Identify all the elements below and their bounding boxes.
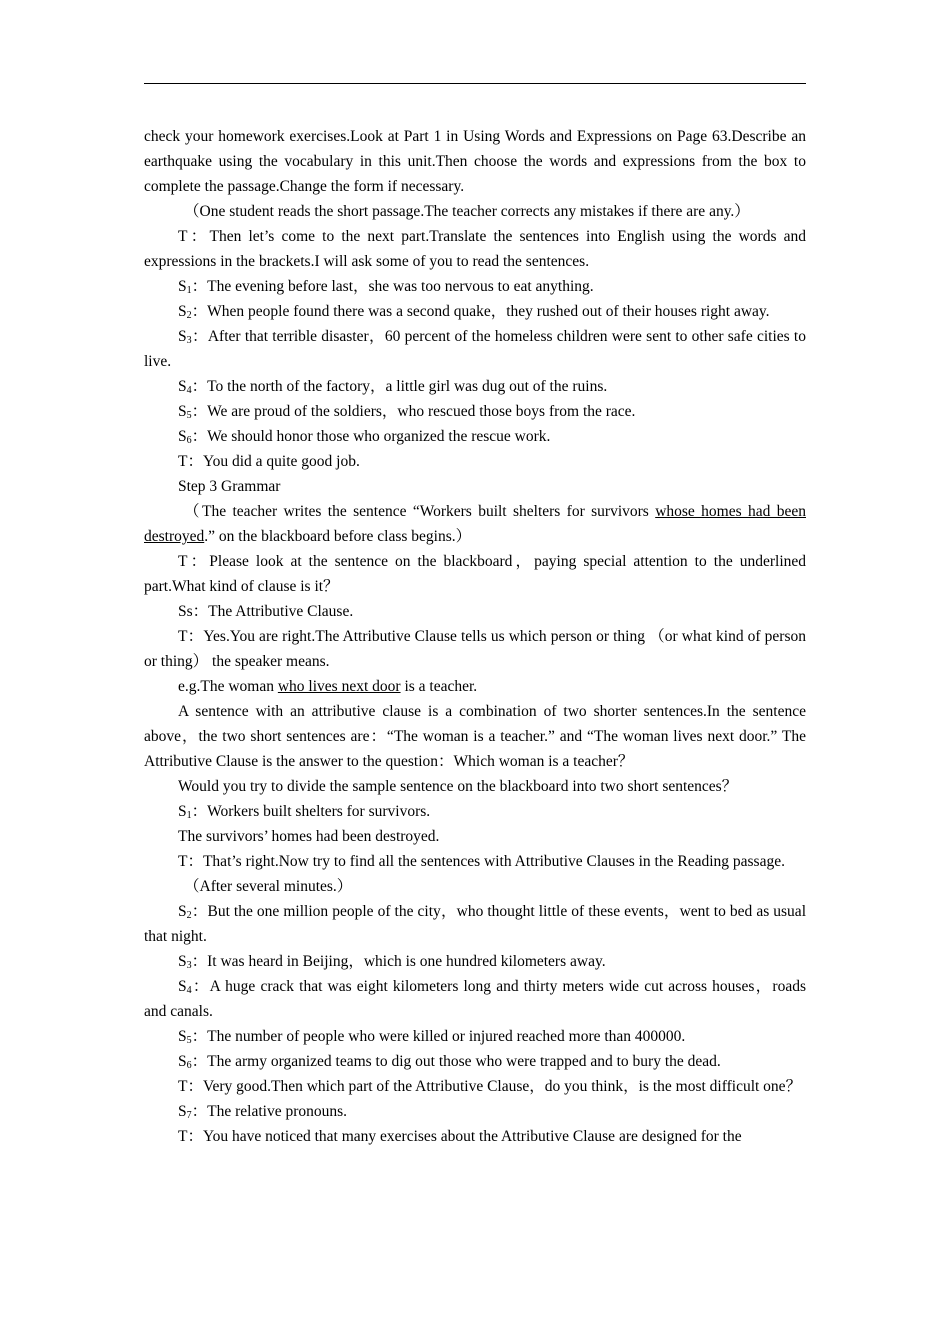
student-line: $S_4$：To the north of the factory，a little girl was dug out of the ruins. bbox=[178, 378, 608, 396]
header-rule bbox=[144, 83, 806, 84]
underlined-clause: whose homes had been destroyed bbox=[144, 503, 806, 545]
stage-direction: （After several minutes.） bbox=[184, 878, 353, 895]
teacher-line: T：That’s right.Now try to find all the sentences with Attributive Clauses in the Reading passage. bbox=[178, 853, 785, 870]
document-body bbox=[144, 124, 806, 1149]
student-line: $S_4$：A huge crack that was eight kilometers long and thirty meters wide cut across houses，roads and canals. bbox=[144, 978, 806, 1020]
student-line: $S_1$：The evening before last，she was too nervous to eat anything. bbox=[178, 278, 594, 296]
paragraph: check your homework exercises.Look at Part 1 in Using Words and Expressions on Page 63.Describe an earthquake using the vocabulary in this unit.Then choose the words and expressions from the box to complete the passage.Change the form if necessary. bbox=[144, 128, 806, 195]
student-line: $S_5$：We are proud of the soldiers，who rescued those boys from the race. bbox=[178, 403, 636, 421]
paragraph: The survivors’ homes had been destroyed. bbox=[178, 828, 440, 845]
student-line: $S_2$：When people found there was a second quake，they rushed out of their houses right away. bbox=[178, 303, 770, 321]
teacher-line: T：Please look at the sentence on the blackboard，paying special attention to the underlined part.What kind of clause is it？ bbox=[144, 553, 806, 595]
stage-direction: （One student reads the short passage.The teacher corrects any mistakes if there are any.） bbox=[184, 203, 750, 220]
student-line: $S_2$：But the one million people of the city，who thought little of these events，went to bed as usual that night. bbox=[144, 903, 806, 945]
teacher-line: T：You have noticed that many exercises about the Attributive Clause are designed for the bbox=[178, 1128, 742, 1145]
section-heading: Step 3 Grammar bbox=[178, 478, 281, 495]
example-sentence: e.g.The woman who lives next door is a teacher. bbox=[178, 678, 478, 695]
stage-direction: （The teacher writes the sentence “Workers built shelters for survivors whose homes had been destroyed.” on the blackboard before class begins.） bbox=[144, 503, 806, 545]
teacher-line: T：Very good.Then which part of the Attributive Clause，do you think，is the most difficult one？ bbox=[178, 1078, 802, 1095]
paragraph: A sentence with an attributive clause is a combination of two shorter sentences.In the sentence above，the two short sentences are：“The woman is a teacher.” and “The woman lives next door.” The Attributive Clause is the answer to the question：Which woman is a teacher？ bbox=[144, 703, 806, 770]
student-line: $S_7$：The relative pronouns. bbox=[178, 1103, 348, 1121]
student-line: $S_6$：We should honor those who organized the rescue work. bbox=[178, 428, 551, 446]
student-line: $S_3$：After that terrible disaster，60 percent of the homeless children were sent to other safe cities to live. bbox=[144, 328, 806, 370]
teacher-line: T：You did a quite good job. bbox=[178, 453, 360, 470]
student-line: $S_3$：It was heard in Beijing，which is one hundred kilometers away. bbox=[178, 953, 606, 971]
student-line: $S_5$：The number of people who were killed or injured reached more than 400000. bbox=[178, 1028, 686, 1046]
student-line: $S_1$：Workers built shelters for survivors. bbox=[178, 803, 431, 821]
underlined-clause: who lives next door bbox=[277, 678, 401, 695]
teacher-line: T：Yes.You are right.The Attributive Clause tells us which person or thing （or what kind of person or thing） the speaker means. bbox=[144, 628, 806, 670]
teacher-line: T：Then let’s come to the next part.Translate the sentences into English using the words and expressions in the brackets.I will ask some of you to read the sentences. bbox=[144, 228, 806, 270]
paragraph: Would you try to divide the sample sentence on the blackboard into two short sentences？ bbox=[178, 778, 738, 795]
student-line: $S_6$：The army organized teams to dig out those who were trapped and to bury the dead. bbox=[178, 1053, 721, 1071]
students-line: Ss：The Attributive Clause. bbox=[178, 603, 354, 620]
